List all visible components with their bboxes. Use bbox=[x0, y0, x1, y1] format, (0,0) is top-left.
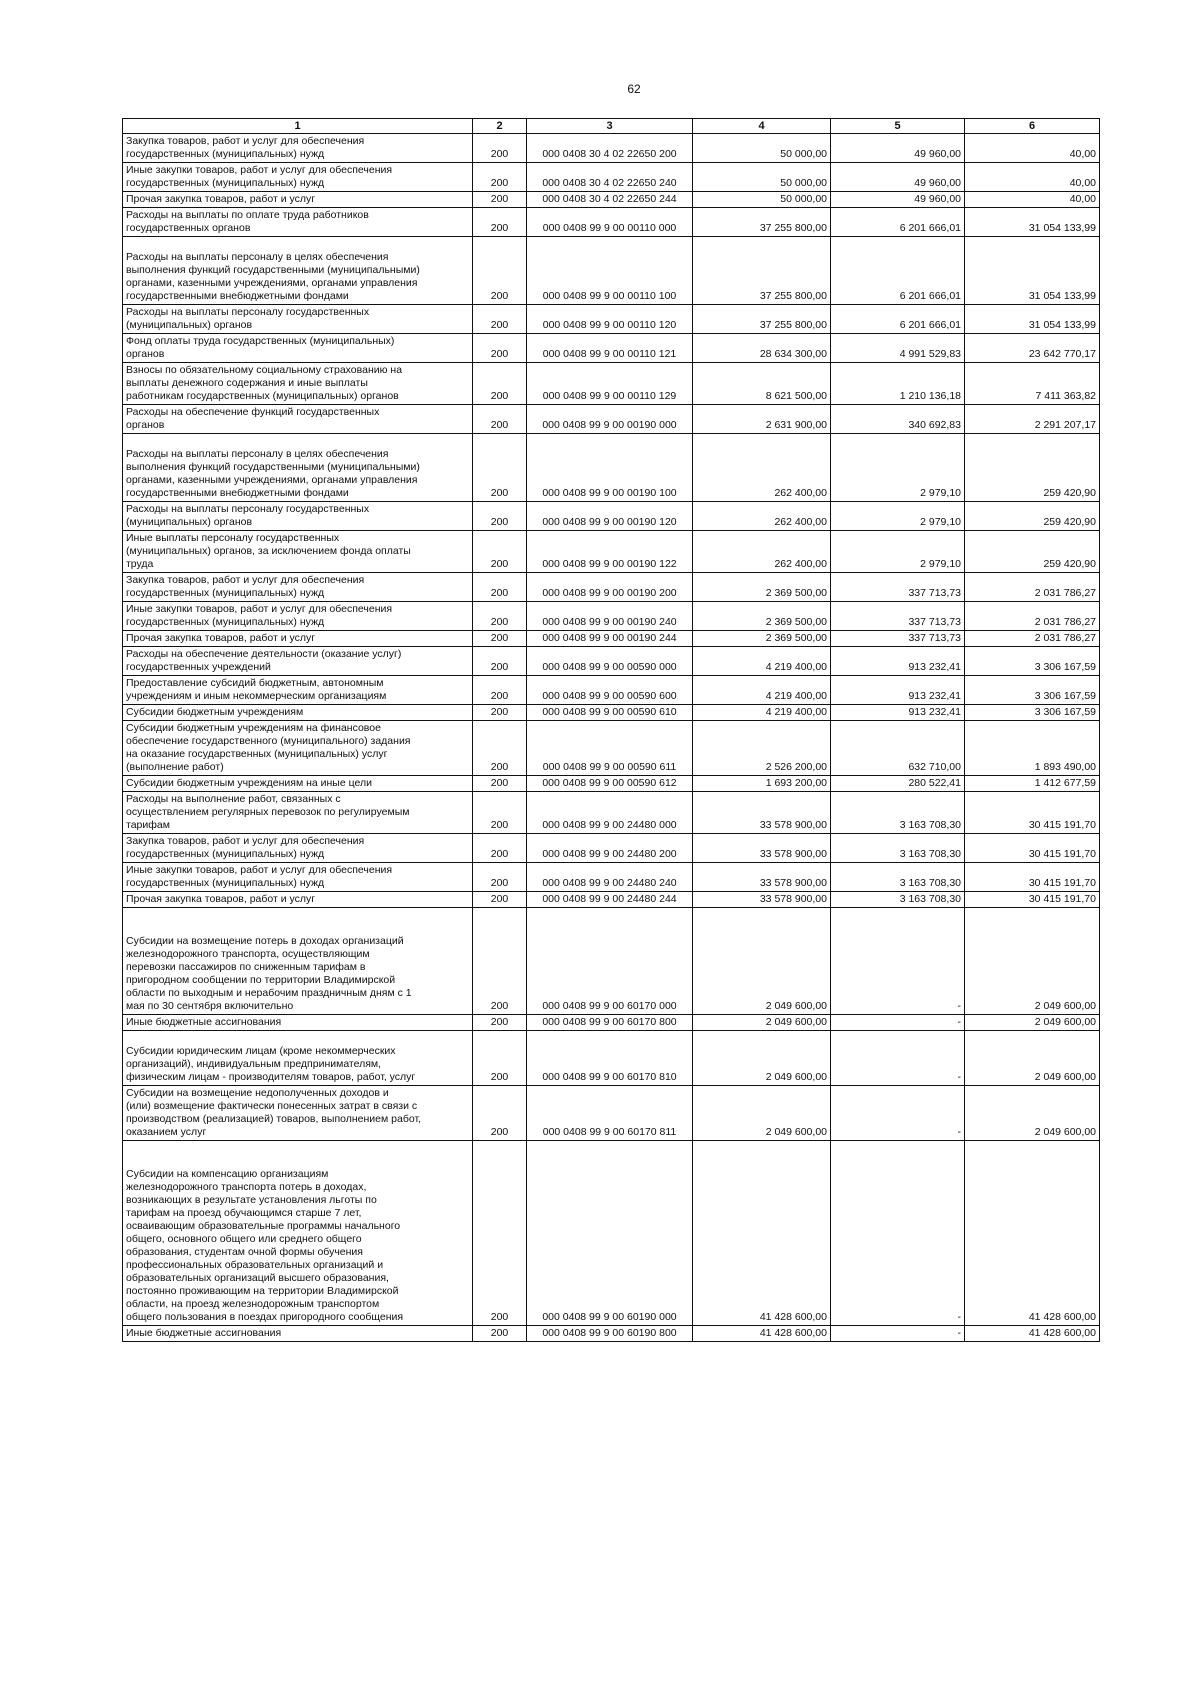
row-budget-classification-code: 000 0408 99 9 00 00110 120 bbox=[527, 305, 693, 334]
row-approved-amount: 2 049 600,00 bbox=[693, 1086, 831, 1141]
row-description: Иные закупки товаров, работ и услуг для обеспечения государственных (муниципальных) нужд bbox=[123, 863, 473, 892]
row-description: Взносы по обязательному социальному страхованию на выплаты денежного содержания и иные выплаты работникам государственных (муниципальных) органов bbox=[123, 363, 473, 405]
table-row bbox=[123, 834, 1100, 863]
row-code: 200 bbox=[473, 792, 527, 834]
row-approved-amount: 28 634 300,00 bbox=[693, 334, 831, 363]
row-description: Иные закупки товаров, работ и услуг для обеспечения государственных (муниципальных) нужд bbox=[123, 163, 473, 192]
row-unexecuted-amount: 2 291 207,17 bbox=[965, 405, 1100, 434]
table-row bbox=[123, 676, 1100, 705]
row-approved-amount: 8 621 500,00 bbox=[693, 363, 831, 405]
row-description: Прочая закупка товаров, работ и услуг bbox=[123, 892, 473, 908]
row-description: Иные выплаты персоналу государственных (муниципальных) органов, за исключением фонда оплаты труда bbox=[123, 531, 473, 573]
row-executed-amount: 6 201 666,01 bbox=[831, 208, 965, 237]
row-approved-amount: 2 369 500,00 bbox=[693, 602, 831, 631]
row-unexecuted-amount: 30 415 191,70 bbox=[965, 792, 1100, 834]
row-code: 200 bbox=[473, 502, 527, 531]
table-header bbox=[123, 119, 1100, 134]
row-executed-amount: 3 163 708,30 bbox=[831, 863, 965, 892]
row-approved-amount: 33 578 900,00 bbox=[693, 892, 831, 908]
row-executed-amount: 2 979,10 bbox=[831, 502, 965, 531]
row-code: 200 bbox=[473, 1086, 527, 1141]
row-description: Закупка товаров, работ и услуг для обеспечения государственных (муниципальных) нужд bbox=[123, 834, 473, 863]
row-code: 200 bbox=[473, 363, 527, 405]
table-row bbox=[123, 892, 1100, 908]
table-row bbox=[123, 863, 1100, 892]
page-number: 62 bbox=[627, 82, 641, 96]
row-budget-classification-code: 000 0408 99 9 00 00110 100 bbox=[527, 237, 693, 305]
table-row bbox=[123, 721, 1100, 776]
row-code: 200 bbox=[473, 721, 527, 776]
row-unexecuted-amount: 31 054 133,99 bbox=[965, 237, 1100, 305]
row-code: 200 bbox=[473, 834, 527, 863]
row-approved-amount: 2 049 600,00 bbox=[693, 908, 831, 1015]
row-unexecuted-amount: 31 054 133,99 bbox=[965, 208, 1100, 237]
row-budget-classification-code: 000 0408 99 9 00 00590 600 bbox=[527, 676, 693, 705]
row-approved-amount: 37 255 800,00 bbox=[693, 237, 831, 305]
row-executed-amount: 6 201 666,01 bbox=[831, 237, 965, 305]
row-budget-classification-code: 000 0408 99 9 00 24480 200 bbox=[527, 834, 693, 863]
row-executed-amount: 913 232,41 bbox=[831, 705, 965, 721]
row-description: Расходы на обеспечение деятельности (оказание услуг) государственных учреждений bbox=[123, 647, 473, 676]
row-approved-amount: 33 578 900,00 bbox=[693, 834, 831, 863]
row-executed-amount: 49 960,00 bbox=[831, 192, 965, 208]
row-executed-amount: 340 692,83 bbox=[831, 405, 965, 434]
row-budget-classification-code: 000 0408 99 9 00 00190 240 bbox=[527, 602, 693, 631]
row-code: 200 bbox=[473, 163, 527, 192]
table-row bbox=[123, 1031, 1100, 1086]
row-description: Субсидии бюджетным учреждениям bbox=[123, 705, 473, 721]
row-executed-amount: 913 232,41 bbox=[831, 676, 965, 705]
row-description: Закупка товаров, работ и услуг для обеспечения государственных (муниципальных) нужд bbox=[123, 573, 473, 602]
row-description: Расходы на выплаты персоналу государственных (муниципальных) органов bbox=[123, 305, 473, 334]
row-approved-amount: 4 219 400,00 bbox=[693, 676, 831, 705]
row-executed-amount: - bbox=[831, 1086, 965, 1141]
row-budget-classification-code: 000 0408 99 9 00 00590 611 bbox=[527, 721, 693, 776]
row-budget-classification-code: 000 0408 99 9 00 00590 612 bbox=[527, 776, 693, 792]
row-unexecuted-amount: 2 049 600,00 bbox=[965, 1015, 1100, 1031]
row-unexecuted-amount: 2 049 600,00 bbox=[965, 1086, 1100, 1141]
row-description: Расходы на выплаты по оплате труда работников государственных органов bbox=[123, 208, 473, 237]
row-description: Субсидии на компенсацию организациям железнодорожного транспорта потерь в доходах, возникающих в результате установления льготы по тарифам на проезд обучающимся старше 7 лет, осваивающим образовательные программы начального общего, основного общего или среднего общего образования, студентам очной формы обучения профессиональных образовательных организаций и образовательных организаций высшего образования, постоянно проживающим на территории Владимирской области, на проезд железнодорожным транспортом общего пользования в поездах пригородного сообщения bbox=[123, 1141, 473, 1326]
row-executed-amount: 632 710,00 bbox=[831, 721, 965, 776]
table-body bbox=[123, 134, 1100, 1342]
row-budget-classification-code: 000 0408 99 9 00 00190 122 bbox=[527, 531, 693, 573]
row-unexecuted-amount: 40,00 bbox=[965, 192, 1100, 208]
row-executed-amount: 2 979,10 bbox=[831, 434, 965, 502]
row-description: Субсидии бюджетным учреждениям на иные цели bbox=[123, 776, 473, 792]
row-description: Расходы на выполнение работ, связанных с осуществлением регулярных перевозок по регулируемым тарифам bbox=[123, 792, 473, 834]
row-approved-amount: 4 219 400,00 bbox=[693, 647, 831, 676]
table-row bbox=[123, 531, 1100, 573]
row-unexecuted-amount: 2 049 600,00 bbox=[965, 908, 1100, 1015]
row-executed-amount: 3 163 708,30 bbox=[831, 792, 965, 834]
table-row bbox=[123, 163, 1100, 192]
table-row bbox=[123, 1141, 1100, 1326]
row-unexecuted-amount: 30 415 191,70 bbox=[965, 863, 1100, 892]
row-approved-amount: 2 526 200,00 bbox=[693, 721, 831, 776]
row-description: Прочая закупка товаров, работ и услуг bbox=[123, 192, 473, 208]
row-description: Закупка товаров, работ и услуг для обеспечения государственных (муниципальных) нужд bbox=[123, 134, 473, 163]
column-header: 2 bbox=[473, 119, 527, 134]
row-executed-amount: - bbox=[831, 1015, 965, 1031]
row-unexecuted-amount: 3 306 167,59 bbox=[965, 705, 1100, 721]
row-code: 200 bbox=[473, 305, 527, 334]
row-unexecuted-amount: 2 049 600,00 bbox=[965, 1031, 1100, 1086]
table-row bbox=[123, 363, 1100, 405]
row-code: 200 bbox=[473, 705, 527, 721]
table-row bbox=[123, 602, 1100, 631]
row-description: Расходы на обеспечение функций государственных органов bbox=[123, 405, 473, 434]
row-code: 200 bbox=[473, 776, 527, 792]
column-header: 6 bbox=[965, 119, 1100, 134]
row-code: 200 bbox=[473, 631, 527, 647]
row-unexecuted-amount: 40,00 bbox=[965, 134, 1100, 163]
row-unexecuted-amount: 259 420,90 bbox=[965, 434, 1100, 502]
row-executed-amount: 3 163 708,30 bbox=[831, 834, 965, 863]
row-budget-classification-code: 000 0408 99 9 00 00110 121 bbox=[527, 334, 693, 363]
table-row bbox=[123, 1086, 1100, 1141]
row-executed-amount: 2 979,10 bbox=[831, 531, 965, 573]
row-description: Иные бюджетные ассигнования bbox=[123, 1015, 473, 1031]
row-approved-amount: 262 400,00 bbox=[693, 531, 831, 573]
row-code: 200 bbox=[473, 573, 527, 602]
row-budget-classification-code: 000 0408 99 9 00 00190 200 bbox=[527, 573, 693, 602]
row-executed-amount: 913 232,41 bbox=[831, 647, 965, 676]
row-description: Фонд оплаты труда государственных (муниципальных) органов bbox=[123, 334, 473, 363]
row-unexecuted-amount: 31 054 133,99 bbox=[965, 305, 1100, 334]
row-description: Субсидии на возмещение недополученных доходов и (или) возмещение фактически понесенных затрат в связи с производством (реализацией) товаров, выполнением работ, оказанием услуг bbox=[123, 1086, 473, 1141]
table-row bbox=[123, 305, 1100, 334]
row-executed-amount: 49 960,00 bbox=[831, 134, 965, 163]
row-executed-amount: - bbox=[831, 1141, 965, 1326]
table-row bbox=[123, 237, 1100, 305]
row-description: Субсидии юридическим лицам (кроме некоммерческих организаций), индивидуальным предпринимателям, физическим лицам - производителям товаров, работ, услуг bbox=[123, 1031, 473, 1086]
row-code: 200 bbox=[473, 892, 527, 908]
row-unexecuted-amount: 259 420,90 bbox=[965, 531, 1100, 573]
row-executed-amount: 337 713,73 bbox=[831, 602, 965, 631]
row-approved-amount: 33 578 900,00 bbox=[693, 792, 831, 834]
row-approved-amount: 2 049 600,00 bbox=[693, 1015, 831, 1031]
row-code: 200 bbox=[473, 434, 527, 502]
table-row bbox=[123, 208, 1100, 237]
row-budget-classification-code: 000 0408 99 9 00 00190 120 bbox=[527, 502, 693, 531]
row-unexecuted-amount: 41 428 600,00 bbox=[965, 1326, 1100, 1342]
row-code: 200 bbox=[473, 676, 527, 705]
row-executed-amount: 337 713,73 bbox=[831, 573, 965, 602]
table-row bbox=[123, 405, 1100, 434]
row-budget-classification-code: 000 0408 99 9 00 60190 000 bbox=[527, 1141, 693, 1326]
row-approved-amount: 262 400,00 bbox=[693, 434, 831, 502]
row-budget-classification-code: 000 0408 99 9 00 24480 000 bbox=[527, 792, 693, 834]
row-budget-classification-code: 000 0408 99 9 00 00190 000 bbox=[527, 405, 693, 434]
header-row bbox=[123, 119, 1100, 134]
row-approved-amount: 37 255 800,00 bbox=[693, 208, 831, 237]
row-description: Субсидии на возмещение потерь в доходах организаций железнодорожного транспорта, осуществляющим перевозки пассажиров по сниженным тарифам в пригородном сообщении по территории Владимирской области по выходным и нерабочим праздничным дням с 1 мая по 30 сентября включительно bbox=[123, 908, 473, 1015]
row-unexecuted-amount: 2 031 786,27 bbox=[965, 602, 1100, 631]
row-budget-classification-code: 000 0408 30 4 02 22650 200 bbox=[527, 134, 693, 163]
row-description: Расходы на выплаты персоналу в целях обеспечения выполнения функций государственными (муниципальными) органами, казенными учреждениями, органами управления государственными внебюджетными фондами bbox=[123, 434, 473, 502]
row-budget-classification-code: 000 0408 99 9 00 00190 244 bbox=[527, 631, 693, 647]
table-row bbox=[123, 573, 1100, 602]
row-approved-amount: 2 631 900,00 bbox=[693, 405, 831, 434]
row-executed-amount: 4 991 529,83 bbox=[831, 334, 965, 363]
row-budget-classification-code: 000 0408 99 9 00 60170 000 bbox=[527, 908, 693, 1015]
row-executed-amount: - bbox=[831, 1326, 965, 1342]
row-approved-amount: 262 400,00 bbox=[693, 502, 831, 531]
row-code: 200 bbox=[473, 208, 527, 237]
row-budget-classification-code: 000 0408 99 9 00 00110 129 bbox=[527, 363, 693, 405]
table-row bbox=[123, 705, 1100, 721]
row-budget-classification-code: 000 0408 99 9 00 60190 800 bbox=[527, 1326, 693, 1342]
column-header: 4 bbox=[693, 119, 831, 134]
row-description: Расходы на выплаты персоналу в целях обеспечения выполнения функций государственными (муниципальными) органами, казенными учреждениями, органами управления государственными внебюджетными фондами bbox=[123, 237, 473, 305]
row-approved-amount: 50 000,00 bbox=[693, 163, 831, 192]
row-code: 200 bbox=[473, 908, 527, 1015]
row-unexecuted-amount: 23 642 770,17 bbox=[965, 334, 1100, 363]
table-row bbox=[123, 647, 1100, 676]
row-code: 200 bbox=[473, 192, 527, 208]
row-unexecuted-amount: 7 411 363,82 bbox=[965, 363, 1100, 405]
table-row bbox=[123, 1015, 1100, 1031]
table-row bbox=[123, 134, 1100, 163]
table-row bbox=[123, 776, 1100, 792]
row-code: 200 bbox=[473, 405, 527, 434]
row-approved-amount: 2 369 500,00 bbox=[693, 631, 831, 647]
row-code: 200 bbox=[473, 602, 527, 631]
row-code: 200 bbox=[473, 237, 527, 305]
row-description: Расходы на выплаты персоналу государственных (муниципальных) органов bbox=[123, 502, 473, 531]
row-approved-amount: 2 369 500,00 bbox=[693, 573, 831, 602]
row-approved-amount: 1 693 200,00 bbox=[693, 776, 831, 792]
row-approved-amount: 4 219 400,00 bbox=[693, 705, 831, 721]
row-unexecuted-amount: 2 031 786,27 bbox=[965, 631, 1100, 647]
table-row bbox=[123, 792, 1100, 834]
column-header: 1 bbox=[123, 119, 473, 134]
row-unexecuted-amount: 2 031 786,27 bbox=[965, 573, 1100, 602]
row-budget-classification-code: 000 0408 99 9 00 00590 610 bbox=[527, 705, 693, 721]
row-executed-amount: - bbox=[831, 908, 965, 1015]
row-approved-amount: 41 428 600,00 bbox=[693, 1141, 831, 1326]
table-row bbox=[123, 1326, 1100, 1342]
row-budget-classification-code: 000 0408 30 4 02 22650 240 bbox=[527, 163, 693, 192]
row-executed-amount: 6 201 666,01 bbox=[831, 305, 965, 334]
table-row bbox=[123, 334, 1100, 363]
row-unexecuted-amount: 1 412 677,59 bbox=[965, 776, 1100, 792]
row-budget-classification-code: 000 0408 99 9 00 00590 000 bbox=[527, 647, 693, 676]
row-description: Субсидии бюджетным учреждениям на финансовое обеспечение государственного (муниципального) задания на оказание государственных (муниципальных) услуг (выполнение работ) bbox=[123, 721, 473, 776]
row-budget-classification-code: 000 0408 30 4 02 22650 244 bbox=[527, 192, 693, 208]
row-code: 200 bbox=[473, 134, 527, 163]
row-budget-classification-code: 000 0408 99 9 00 60170 810 bbox=[527, 1031, 693, 1086]
row-description: Предоставление субсидий бюджетным, автономным учреждениям и иным некоммерческим организациям bbox=[123, 676, 473, 705]
row-executed-amount: 49 960,00 bbox=[831, 163, 965, 192]
row-budget-classification-code: 000 0408 99 9 00 60170 811 bbox=[527, 1086, 693, 1141]
row-budget-classification-code: 000 0408 99 9 00 00190 100 bbox=[527, 434, 693, 502]
row-code: 200 bbox=[473, 1141, 527, 1326]
row-description: Прочая закупка товаров, работ и услуг bbox=[123, 631, 473, 647]
row-unexecuted-amount: 40,00 bbox=[965, 163, 1100, 192]
table-row bbox=[123, 908, 1100, 1015]
row-code: 200 bbox=[473, 1031, 527, 1086]
row-approved-amount: 37 255 800,00 bbox=[693, 305, 831, 334]
table-row bbox=[123, 192, 1100, 208]
row-description: Иные закупки товаров, работ и услуг для обеспечения государственных (муниципальных) нужд bbox=[123, 602, 473, 631]
row-description: Иные бюджетные ассигнования bbox=[123, 1326, 473, 1342]
row-unexecuted-amount: 41 428 600,00 bbox=[965, 1141, 1100, 1326]
row-executed-amount: 3 163 708,30 bbox=[831, 892, 965, 908]
row-executed-amount: 337 713,73 bbox=[831, 631, 965, 647]
row-approved-amount: 50 000,00 bbox=[693, 134, 831, 163]
row-code: 200 bbox=[473, 1015, 527, 1031]
table-row bbox=[123, 434, 1100, 502]
row-budget-classification-code: 000 0408 99 9 00 24480 240 bbox=[527, 863, 693, 892]
row-executed-amount: - bbox=[831, 1031, 965, 1086]
row-code: 200 bbox=[473, 647, 527, 676]
row-unexecuted-amount: 259 420,90 bbox=[965, 502, 1100, 531]
row-code: 200 bbox=[473, 1326, 527, 1342]
table-row bbox=[123, 631, 1100, 647]
row-unexecuted-amount: 3 306 167,59 bbox=[965, 647, 1100, 676]
row-executed-amount: 1 210 136,18 bbox=[831, 363, 965, 405]
row-executed-amount: 280 522,41 bbox=[831, 776, 965, 792]
row-budget-classification-code: 000 0408 99 9 00 24480 244 bbox=[527, 892, 693, 908]
row-approved-amount: 50 000,00 bbox=[693, 192, 831, 208]
column-header: 5 bbox=[831, 119, 965, 134]
row-unexecuted-amount: 30 415 191,70 bbox=[965, 834, 1100, 863]
budget-table bbox=[122, 118, 1100, 1342]
row-unexecuted-amount: 1 893 490,00 bbox=[965, 721, 1100, 776]
row-budget-classification-code: 000 0408 99 9 00 00110 000 bbox=[527, 208, 693, 237]
row-code: 200 bbox=[473, 334, 527, 363]
row-unexecuted-amount: 30 415 191,70 bbox=[965, 892, 1100, 908]
row-approved-amount: 2 049 600,00 bbox=[693, 1031, 831, 1086]
row-budget-classification-code: 000 0408 99 9 00 60170 800 bbox=[527, 1015, 693, 1031]
table-row bbox=[123, 502, 1100, 531]
column-header: 3 bbox=[527, 119, 693, 134]
row-approved-amount: 33 578 900,00 bbox=[693, 863, 831, 892]
row-code: 200 bbox=[473, 863, 527, 892]
row-code: 200 bbox=[473, 531, 527, 573]
row-approved-amount: 41 428 600,00 bbox=[693, 1326, 831, 1342]
row-unexecuted-amount: 3 306 167,59 bbox=[965, 676, 1100, 705]
